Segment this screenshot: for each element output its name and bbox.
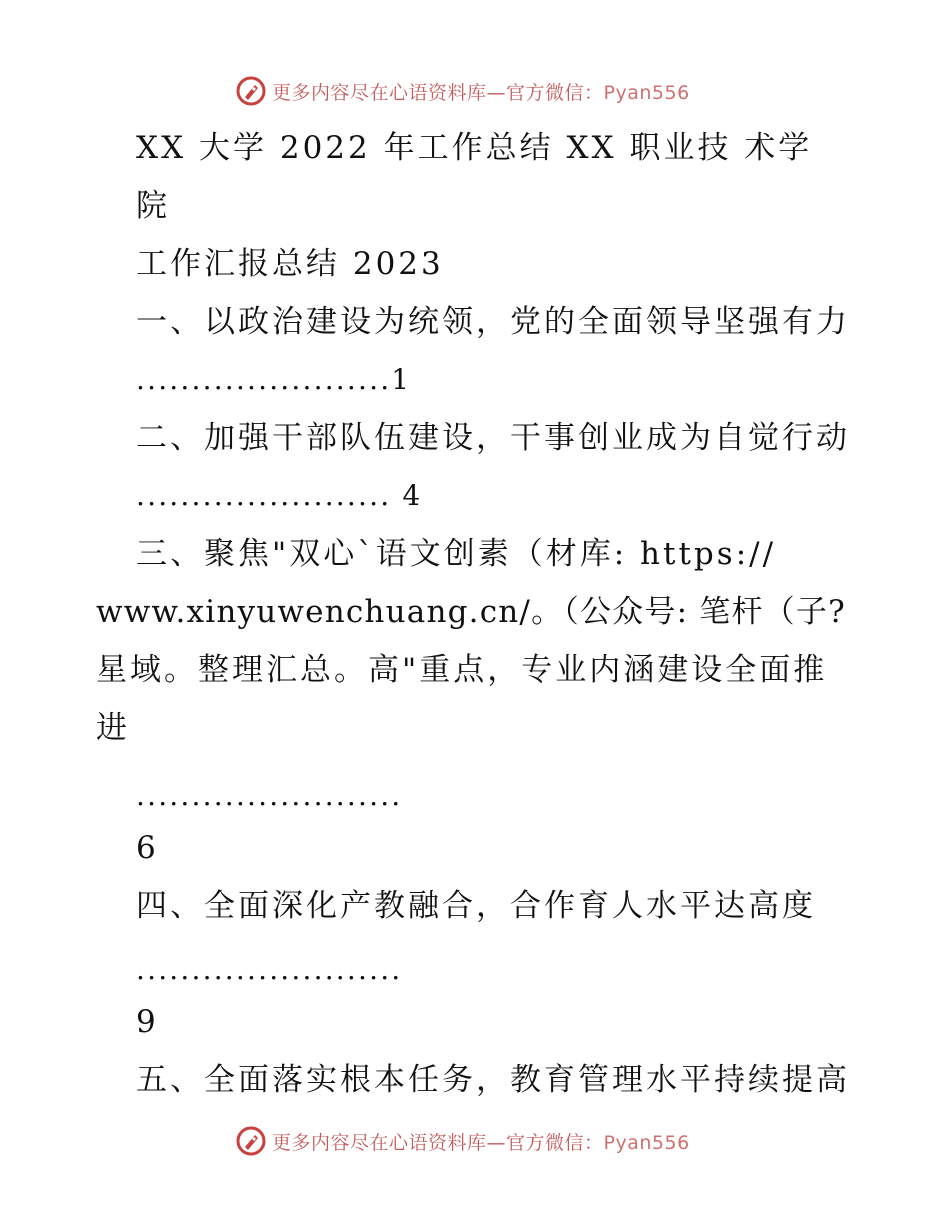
- toc-heading-2: 二、加强干部队伍建设，干事创业成为自觉行动: [136, 420, 850, 456]
- toc-heading-3: 三、聚焦"双心`语文创素（材库: https://: [136, 536, 777, 572]
- document-title-continued: 院: [136, 188, 170, 224]
- toc-heading-3-end: 进: [96, 710, 130, 746]
- document-title: XX 大学 2022 年工作总结 XX 职业技 术学: [136, 130, 813, 166]
- toc-page-4: 9: [136, 1004, 159, 1040]
- toc-leader-2: ....................... 4: [136, 479, 423, 512]
- pen-nib-logo-icon: [236, 1126, 266, 1156]
- toc-leader-4: ........................: [136, 953, 403, 986]
- watermark-text: 更多内容尽在心语资料库—官方微信：Pyan556: [272, 81, 690, 104]
- toc-leader-3: ........................: [136, 779, 403, 812]
- toc-leader-1: .......................1: [136, 363, 412, 396]
- watermark-footer: [236, 1124, 690, 1158]
- toc-page-3: 6: [136, 830, 159, 866]
- toc-heading-3-url: www.xinyuwenchuang.cn/。（公众号: 笔杆（子?: [96, 594, 846, 630]
- watermark-header: [236, 74, 690, 108]
- pen-nib-logo-icon: [236, 76, 266, 106]
- watermark-text: 更多内容尽在心语资料库—官方微信：Pyan556: [272, 1131, 690, 1154]
- toc-heading-5: 五、全面落实根本任务，教育管理水平持续提高: [136, 1062, 850, 1098]
- toc-heading-1: 一、以政治建设为统领，党的全面领导坚强有力: [136, 304, 850, 340]
- watermark-wechat-id: Pyan556: [603, 81, 690, 104]
- watermark-wechat-id: Pyan556: [603, 1131, 690, 1154]
- document-subtitle: 工作汇报总结 2023: [136, 246, 444, 282]
- toc-heading-3-cont: 星域。整理汇总。高"重点，专业内涵建设全面推: [96, 652, 828, 688]
- toc-heading-4: 四、全面深化产教融合，合作育人水平达高度: [136, 888, 816, 924]
